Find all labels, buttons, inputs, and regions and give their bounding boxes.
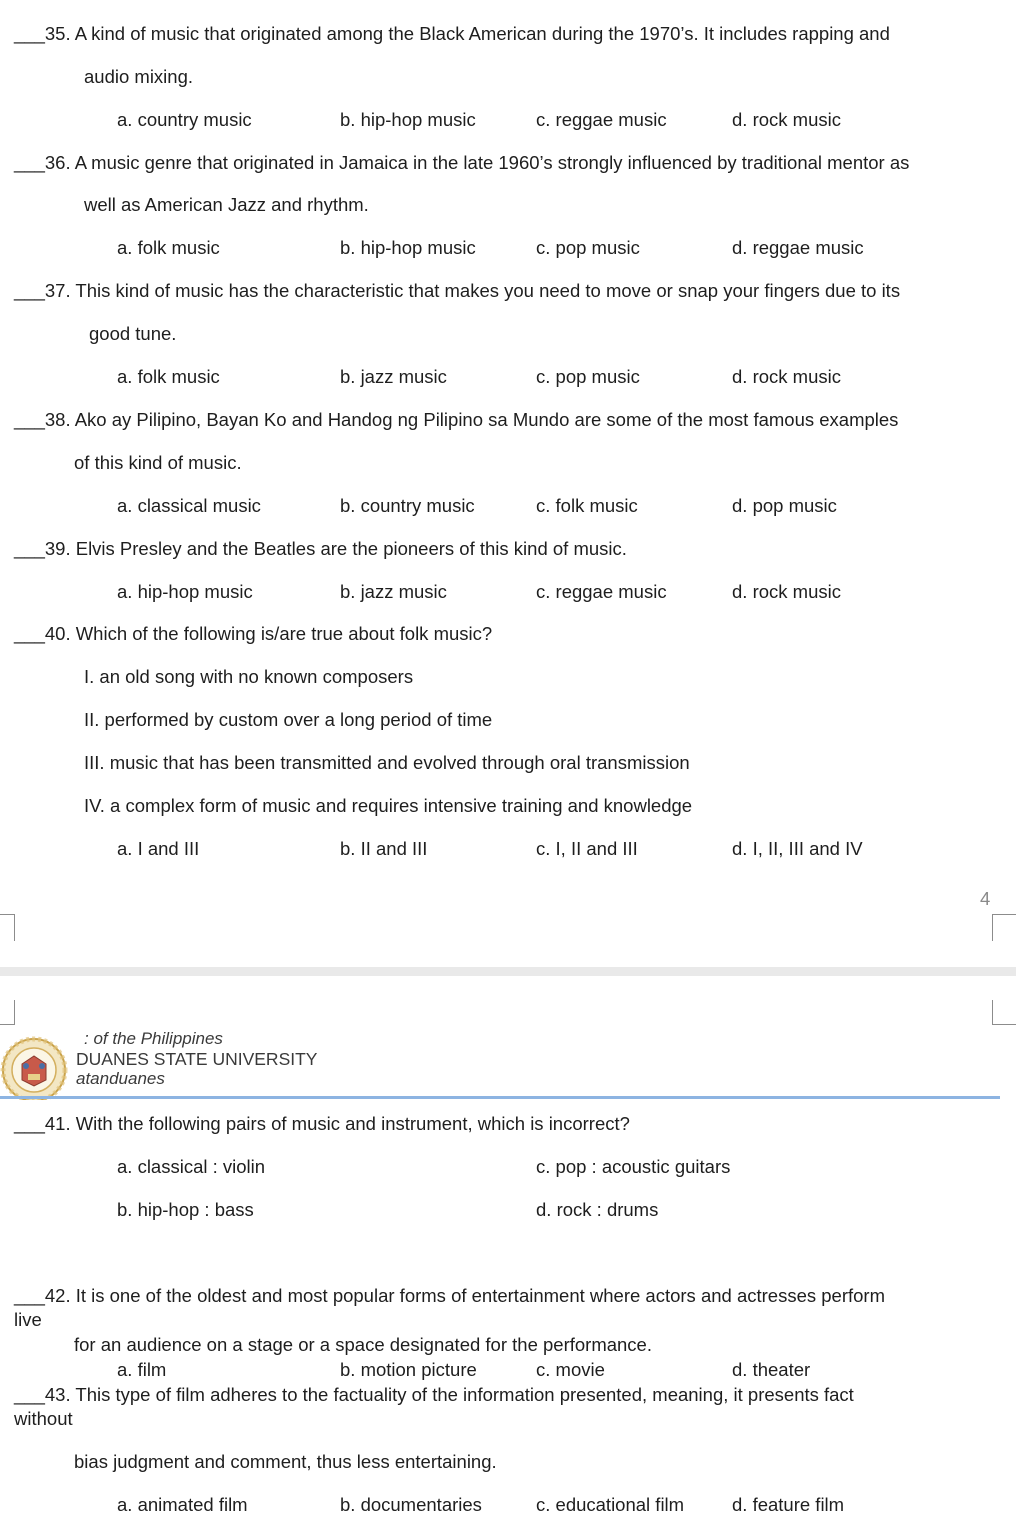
question-36-stem: ___36. A music genre that originated in Jamaica in the late 1960’s strongly influenced by traditional mentor as [14,152,910,173]
question-35-choice-b: b. hip-hop music [340,109,476,130]
question-42-stem-cont: for an audience on a stage or a space designated for the performance. [74,1334,652,1355]
question-42-choice-a: a. film [117,1359,167,1380]
university-seal-logo [0,1034,76,1100]
question-35-stem: ___35. A kind of music that originated among the Black American during the 1970’s. It includes rapping and [14,23,890,44]
question-38-choice-d: d. pop music [732,495,837,516]
question-36-choice-c: c. pop music [536,237,640,258]
crop-mark-top-right [992,1000,1016,1025]
question-35-stem-cont: audio mixing. [84,66,194,87]
question-40-statement-4: IV. a complex form of music and requires intensive training and knowledge [84,795,693,816]
question-36-choice-a: a. folk music [117,237,220,258]
question-38-stem: ___38. Ako ay Pilipino, Bayan Ko and Handog ng Pilipino sa Mundo are some of the most famous examples [14,409,899,430]
question-38-choice-b: b. country music [340,495,475,516]
question-41-choice-b: b. hip-hop : bass [117,1199,254,1220]
question-35-choice-c: c. reggae music [536,109,667,130]
question-41-stem: ___41. With the following pairs of music and instrument, which is incorrect? [14,1113,630,1134]
question-35-choice-a: a. country music [117,109,252,130]
question-41-choice-c: c. pop : acoustic guitars [536,1156,731,1177]
question-40-statement-3: III. music that has been transmitted and evolved through oral transmission [84,752,690,773]
question-37-choice-d: d. rock music [732,366,841,387]
question-39-choice-c: c. reggae music [536,581,667,602]
question-35-choice-d: d. rock music [732,109,841,130]
question-43-stem: ___43. This type of film adheres to the factuality of the information presented, meaning, it presents fact [14,1384,854,1405]
question-39-stem: ___39. Elvis Presley and the Beatles are the pioneers of this kind of music. [14,538,627,559]
question-38-choice-c: c. folk music [536,495,638,516]
question-39-choice-d: d. rock music [732,581,841,602]
question-36-choice-b: b. hip-hop music [340,237,476,258]
question-42-stem: ___42. It is one of the oldest and most popular forms of entertainment where actors and actresses perform [14,1285,885,1306]
question-37-choice-c: c. pop music [536,366,640,387]
question-40-choice-c: c. I, II and III [536,838,638,859]
question-40-choice-b: b. II and III [340,838,428,859]
question-42-stem-wrap: live [14,1309,42,1330]
question-43-choice-c: c. educational film [536,1494,685,1515]
page-number: 4 [980,888,991,909]
question-43-stem-cont: bias judgment and comment, thus less entertaining. [74,1451,497,1472]
question-37-choice-a: a. folk music [117,366,220,387]
question-37-stem-cont: good tune. [89,323,177,344]
question-43-choice-a: a. animated film [117,1494,248,1515]
question-37-stem: ___37. This kind of music has the characteristic that makes you need to move or snap your fingers due to its [14,280,901,301]
question-43-choice-b: b. documentaries [340,1494,482,1515]
question-38-choice-a: a. classical music [117,495,261,516]
question-39-choice-a: a. hip-hop music [117,581,253,602]
question-41-choice-a: a. classical : violin [117,1156,266,1177]
question-39-choice-b: b. jazz music [340,581,447,602]
page-separator [0,967,1016,976]
question-36-choice-d: d. reggae music [732,237,864,258]
question-36-stem-cont: well as American Jazz and rhythm. [84,194,369,215]
question-40-statement-2: II. performed by custom over a long period of time [84,709,493,730]
question-42-choice-b: b. motion picture [340,1359,477,1380]
question-42-choice-c: c. movie [536,1359,605,1380]
crop-mark-bottom-left [0,914,15,941]
question-40-choice-d: d. I, II, III and IV [732,838,863,859]
question-40-statement-1: I. an old song with no known composers [84,666,414,687]
question-40-choice-a: a. I and III [117,838,200,859]
header-university-name: DUANES STATE UNIVERSITY [76,1049,318,1069]
question-43-choice-d: d. feature film [732,1494,845,1515]
header-location: atanduanes [76,1069,165,1088]
question-43-stem-wrap: without [14,1408,73,1429]
header-country-line: : of the Philippines [84,1029,223,1048]
question-42-choice-d: d. theater [732,1359,811,1380]
question-38-stem-cont: of this kind of music. [74,452,242,473]
question-40-stem: ___40. Which of the following is/are true about folk music? [14,623,493,644]
header-rule [0,1096,1000,1099]
question-37-choice-b: b. jazz music [340,366,447,387]
question-41-choice-d: d. rock : drums [536,1199,659,1220]
crop-mark-top-left [0,1000,15,1025]
crop-mark-bottom-right [992,914,1016,941]
